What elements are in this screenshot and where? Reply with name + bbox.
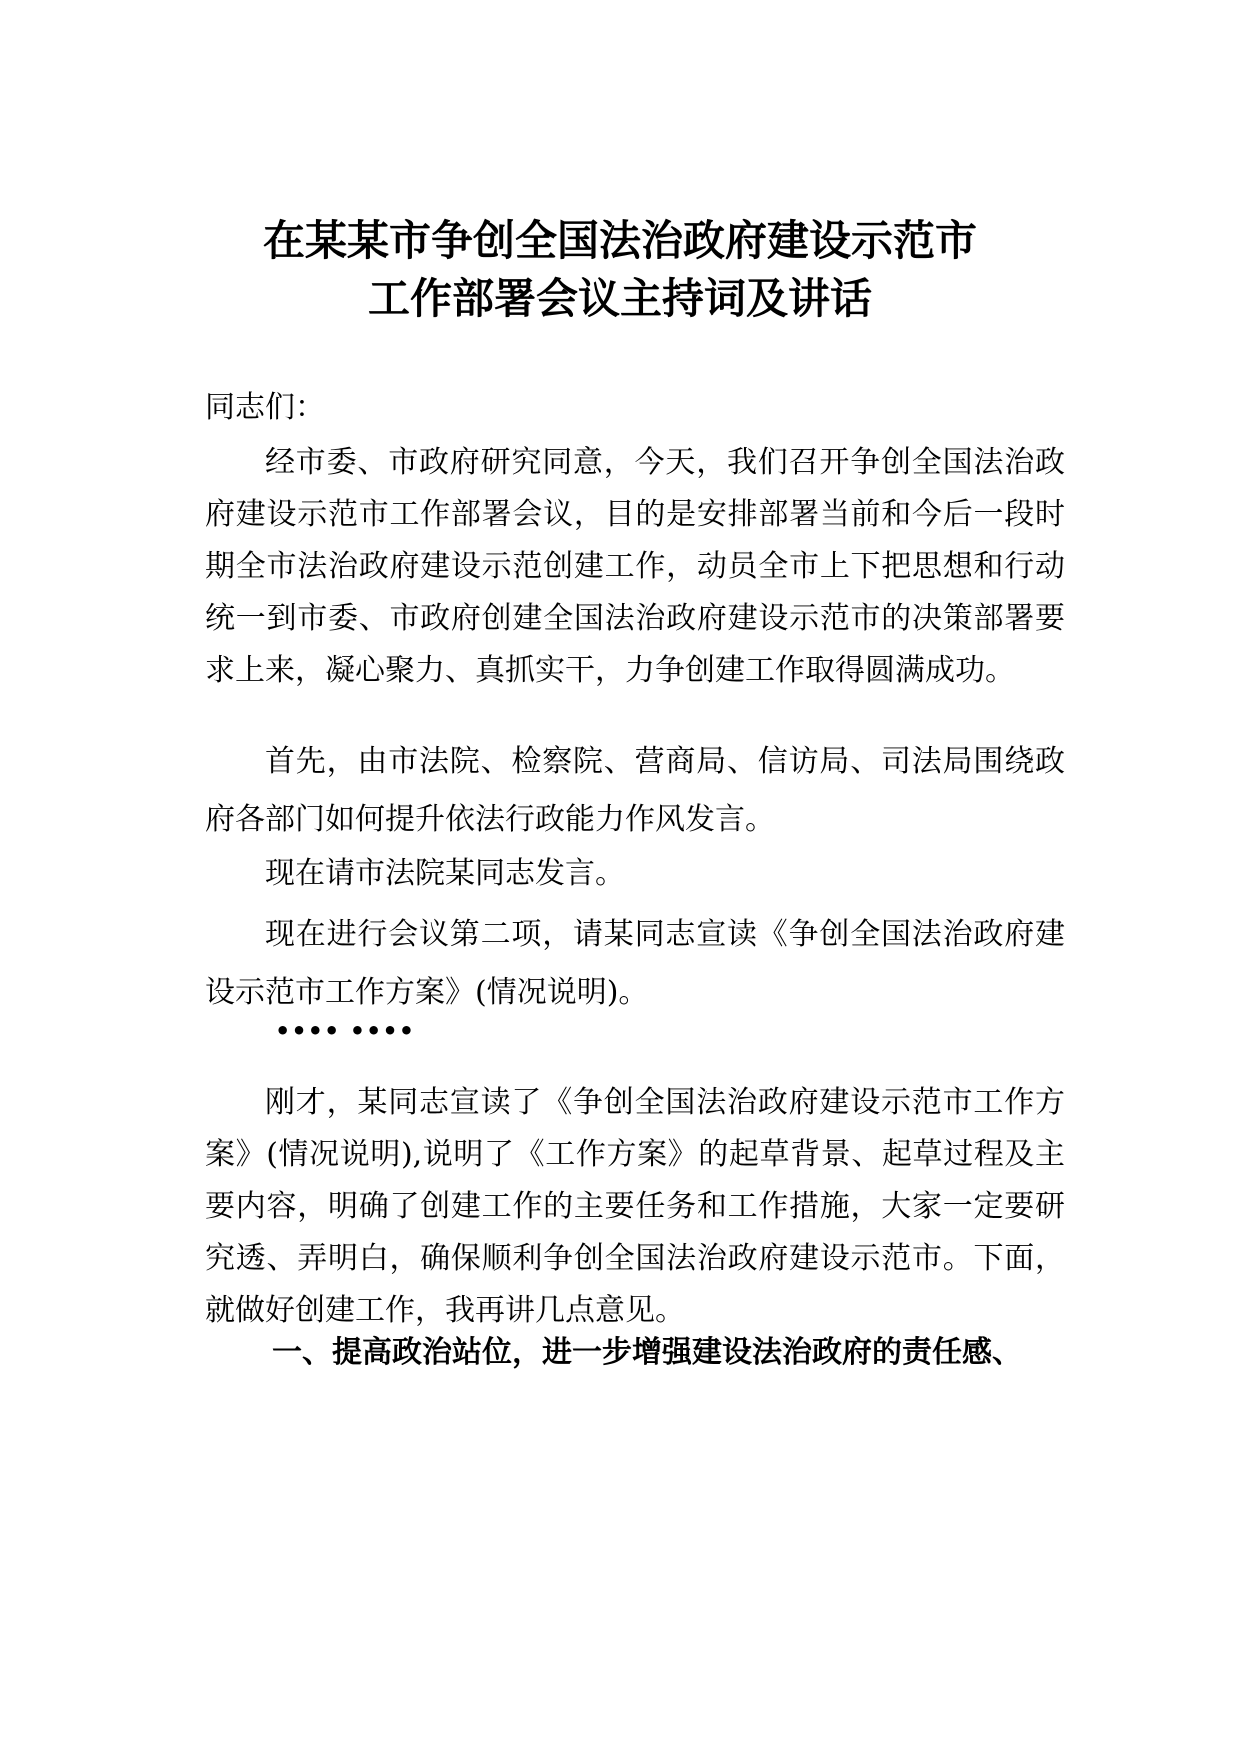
paragraph-1: 经市委、市政府研究同意，今天，我们召开争创全国法治政府建设示范市工作部署会议，目的是安排部署当前和今后一段时期全市法治政府建设示范创建工作，动员全市上下把思想和行动统一到市委、市政府创建全国法治政府建设示范市的决策部署要求上来，凝心聚力、真抓实干，力争创建工作取得圆满成功。	[205, 445, 1065, 688]
paragraph-4: 现在进行会议第二项，请某同志宣读《争创全国法治政府建设示范市工作方案》(情况说明)。	[205, 917, 1065, 1010]
document-title-line-2: 工作部署会议主持词及讲话	[367, 274, 872, 323]
paragraph-2: 首先，由市法院、检察院、营商局、信访局、司法局围绕政府各部门如何提升依法行政能力作风发言。	[205, 744, 1065, 837]
ellipsis-separator: •••• ••••	[275, 1017, 416, 1045]
section-heading-1: 一、提高政治站位，进一步增强建设法治政府的责任感、	[272, 1335, 1022, 1370]
paragraph-3: 现在请市法院某同志发言。	[265, 856, 625, 891]
paragraph-5: 刚才，某同志宣读了《争创全国法治政府建设示范市工作方案》(情况说明),说明了《工作方案》的起草背景、起草过程及主要内容，明确了创建工作的主要任务和工作措施，大家一定要研究透、弄明白，确保顺利争创全国法治政府建设示范市。下面，就做好创建工作，我再讲几点意见。	[205, 1085, 1065, 1328]
salutation: 同志们：	[205, 390, 325, 425]
document-title-line-1: 在某某市争创全国法治政府建设示范市	[262, 216, 977, 265]
